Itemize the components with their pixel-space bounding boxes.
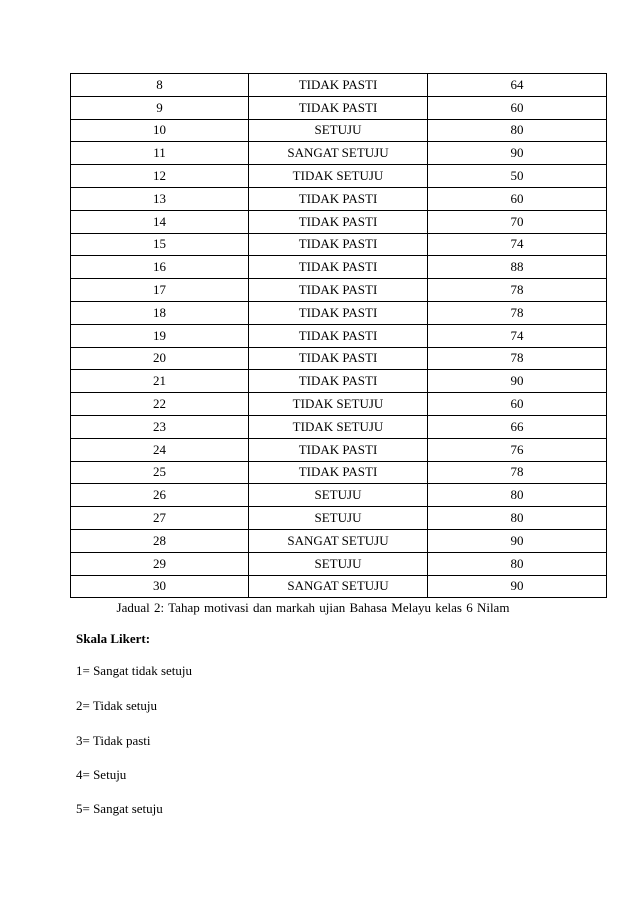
test-mark-cell: 78	[428, 347, 607, 370]
row-number-cell: 18	[71, 301, 249, 324]
test-mark-cell: 80	[428, 119, 607, 142]
motivation-level-cell: TIDAK PASTI	[249, 347, 428, 370]
test-mark-cell: 78	[428, 301, 607, 324]
table-row	[71, 301, 607, 324]
motivation-level-cell: TIDAK PASTI	[249, 256, 428, 279]
motivation-level-cell: TIDAK PASTI	[249, 324, 428, 347]
test-mark-cell: 90	[428, 370, 607, 393]
row-number-cell: 11	[71, 142, 249, 165]
test-mark-cell: 88	[428, 256, 607, 279]
row-number-cell: 16	[71, 256, 249, 279]
motivation-level-cell: SANGAT SETUJU	[249, 142, 428, 165]
motivation-level-cell: TIDAK PASTI	[249, 187, 428, 210]
row-number-cell: 15	[71, 233, 249, 256]
table-row	[71, 370, 607, 393]
motivation-level-cell: TIDAK PASTI	[249, 233, 428, 256]
test-mark-cell: 74	[428, 324, 607, 347]
test-mark-cell: 78	[428, 461, 607, 484]
table-row	[71, 74, 607, 97]
table-row	[71, 279, 607, 302]
test-mark-cell: 90	[428, 142, 607, 165]
row-number-cell: 26	[71, 484, 249, 507]
table-row	[71, 461, 607, 484]
motivation-marks-table	[70, 73, 607, 598]
test-mark-cell: 64	[428, 74, 607, 97]
motivation-level-cell: TIDAK SETUJU	[249, 165, 428, 188]
table-row	[71, 529, 607, 552]
motivation-level-cell: SETUJU	[249, 507, 428, 530]
table-row	[71, 347, 607, 370]
row-number-cell: 25	[71, 461, 249, 484]
row-number-cell: 27	[71, 507, 249, 530]
row-number-cell: 13	[71, 187, 249, 210]
table-row	[71, 324, 607, 347]
table-row	[71, 552, 607, 575]
row-number-cell: 12	[71, 165, 249, 188]
test-mark-cell: 90	[428, 575, 607, 598]
motivation-level-cell: SETUJU	[249, 552, 428, 575]
row-number-cell: 24	[71, 438, 249, 461]
test-mark-cell: 66	[428, 415, 607, 438]
row-number-cell: 9	[71, 96, 249, 119]
test-mark-cell: 70	[428, 210, 607, 233]
table-row	[71, 484, 607, 507]
likert-scale-title: Skala Likert:	[76, 631, 151, 646]
test-mark-cell: 60	[428, 96, 607, 119]
table-row	[71, 142, 607, 165]
motivation-level-cell: SETUJU	[249, 119, 428, 142]
motivation-level-cell: TIDAK PASTI	[249, 210, 428, 233]
table-row	[71, 165, 607, 188]
table-row	[71, 438, 607, 461]
test-mark-cell: 74	[428, 233, 607, 256]
table-row	[71, 96, 607, 119]
test-mark-cell: 78	[428, 279, 607, 302]
row-number-cell: 20	[71, 347, 249, 370]
motivation-level-cell: TIDAK SETUJU	[249, 415, 428, 438]
motivation-level-cell: TIDAK PASTI	[249, 279, 428, 302]
row-number-cell: 29	[71, 552, 249, 575]
table-row	[71, 575, 607, 598]
motivation-level-cell: TIDAK PASTI	[249, 438, 428, 461]
motivation-level-cell: TIDAK PASTI	[249, 96, 428, 119]
table-row	[71, 210, 607, 233]
table-row	[71, 415, 607, 438]
motivation-level-cell: TIDAK SETUJU	[249, 393, 428, 416]
table-row	[71, 119, 607, 142]
row-number-cell: 10	[71, 119, 249, 142]
motivation-level-cell: SANGAT SETUJU	[249, 529, 428, 552]
likert-item: 1= Sangat tidak setuju	[76, 663, 193, 678]
table-row	[71, 233, 607, 256]
row-number-cell: 30	[71, 575, 249, 598]
test-mark-cell: 90	[428, 529, 607, 552]
row-number-cell: 23	[71, 415, 249, 438]
row-number-cell: 17	[71, 279, 249, 302]
test-mark-cell: 50	[428, 165, 607, 188]
motivation-level-cell: TIDAK PASTI	[249, 461, 428, 484]
row-number-cell: 28	[71, 529, 249, 552]
likert-item: 2= Tidak setuju	[76, 698, 158, 713]
test-mark-cell: 76	[428, 438, 607, 461]
test-mark-cell: 60	[428, 393, 607, 416]
row-number-cell: 14	[71, 210, 249, 233]
table-row	[71, 507, 607, 530]
test-mark-cell: 80	[428, 484, 607, 507]
motivation-level-cell: SANGAT SETUJU	[249, 575, 428, 598]
test-mark-cell: 80	[428, 552, 607, 575]
row-number-cell: 8	[71, 74, 249, 97]
table-body	[71, 74, 607, 598]
likert-item: 5= Sangat setuju	[76, 801, 163, 816]
likert-item: 3= Tidak pasti	[76, 733, 151, 748]
table-caption: Jadual 2: Tahap motivasi dan markah ujian Bahasa Melayu kelas 6 Nilam	[116, 600, 510, 615]
row-number-cell: 21	[71, 370, 249, 393]
motivation-level-cell: TIDAK PASTI	[249, 370, 428, 393]
row-number-cell: 19	[71, 324, 249, 347]
table-row	[71, 256, 607, 279]
motivation-level-cell: TIDAK PASTI	[249, 301, 428, 324]
test-mark-cell: 60	[428, 187, 607, 210]
motivation-level-cell: SETUJU	[249, 484, 428, 507]
test-mark-cell: 80	[428, 507, 607, 530]
row-number-cell: 22	[71, 393, 249, 416]
likert-item: 4= Setuju	[76, 767, 127, 782]
table-row	[71, 187, 607, 210]
motivation-level-cell: TIDAK PASTI	[249, 74, 428, 97]
table-row	[71, 393, 607, 416]
